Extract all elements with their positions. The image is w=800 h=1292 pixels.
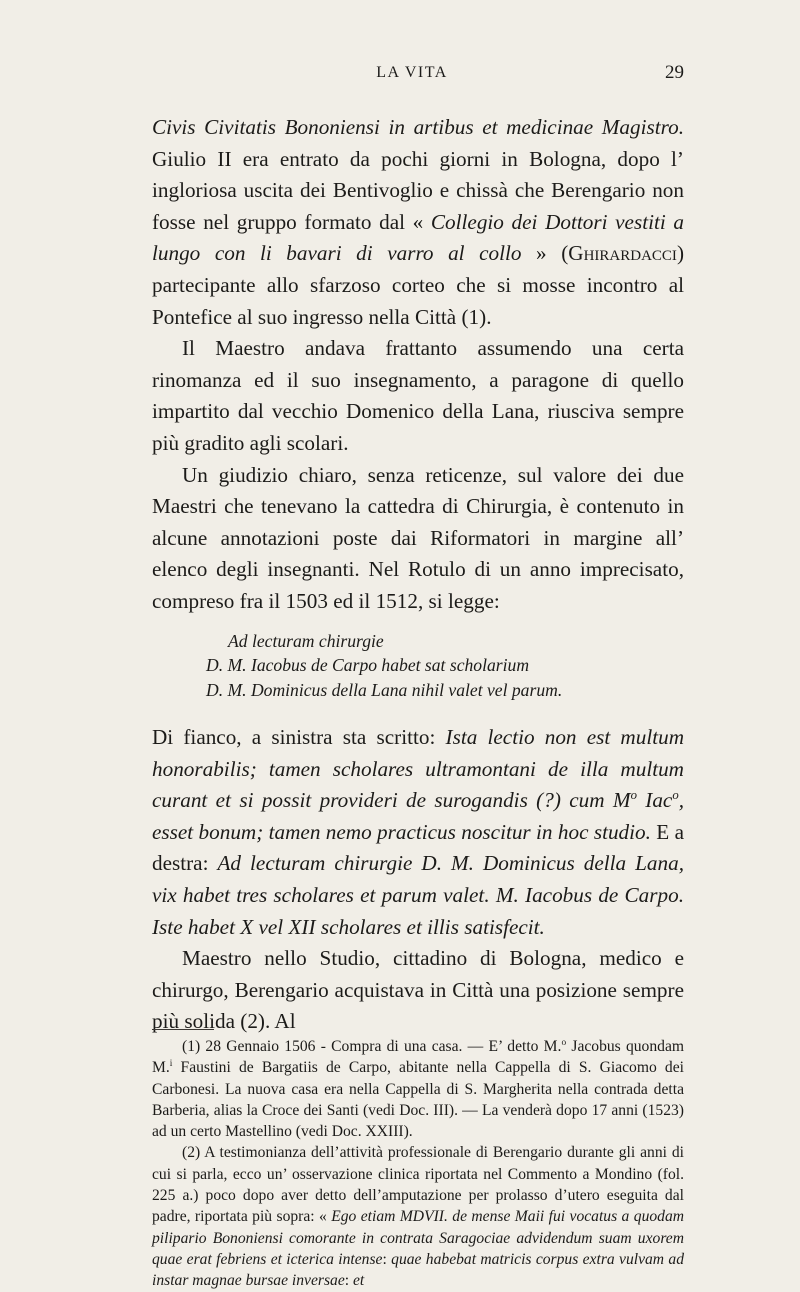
italic-run: , esset bonum; tamen nemo practicus noscitur in hoc studio. (152, 788, 684, 844)
superscript: o (561, 1037, 567, 1048)
text-run: : (344, 1272, 353, 1290)
italic-run: Ad lecturam chirurgie D. M. Dominicus della Lana, vix habet tres scholares et parum valet. M. Iacobus de Carpo. Iste habet X vel XII scholares et illis satisfecit. (152, 851, 684, 939)
superscript: i (169, 1059, 173, 1070)
italic-run: Civis Civitatis Bononiensi in artibus et medicinae Magistro. (152, 115, 684, 139)
quote-line: D. M. Dominicus della Lana nihil valet vel parum. (206, 679, 563, 700)
quote-line: D. M. Iacobus de Carpo habet sat scholarium (206, 655, 530, 675)
italic-run: Ego etiam MDVII. de mense Maii fui vocatus a quodam pilipario Bononiensi comorante in contrata Saragociae advidendum suam uxorem quae erat febriens et icterica intense (152, 1208, 685, 1268)
page-number: 29 (665, 62, 684, 83)
rotulo-quotation (152, 629, 684, 703)
footnote-separator (152, 1029, 214, 1030)
paragraph-4 (152, 722, 684, 943)
text-run: Jacobus quondam M. (152, 1038, 685, 1077)
superscript: o (630, 788, 637, 803)
text-run: E a destra: (152, 819, 684, 876)
footnote-2 (152, 1142, 684, 1291)
italic-run: quae habebat matricis corpus extra vulvam ad instar magnae bursae inversae (152, 1250, 684, 1290)
text-run: Ghirardacci (568, 241, 677, 266)
main-text (152, 112, 684, 1038)
text-run: (2) A testimonianza dell’attività professionale di Berengario durante gli anni di cui si parla, ecco un’ osservazione clinica riportata nel Commento a Mondino (fol. 225 a.) poco dopo aver detto dell’amputazione per prolasso d’utero eseguita dal padre, riportata più sopra: « (152, 1144, 684, 1226)
footnote-1 (152, 1036, 684, 1142)
text-run: Di fianco, a sinistra sta scritto: (152, 725, 446, 749)
text-run: » ( (521, 241, 569, 266)
text-run: ) partecipante allo sfarzoso corteo che si mosse incontro al Pontefice al suo ingresso nella Città (1). (152, 241, 684, 329)
italic-run: et (352, 1272, 365, 1290)
text-run: (1) 28 Gennaio 1506 - Compra di una casa. — E’ detto M. (182, 1038, 562, 1055)
paragraph-2: Il Maestro andava frattanto assumendo una certa rinomanza ed il suo insegnamento, a paragone di quello impartito dal vecchio Domenico della Lana, riusciva sempre più gradito agli scolari. (152, 336, 684, 455)
superscript: o (672, 788, 679, 803)
text-run: Faustini de Bargatiis de Carpo, abitante nella Cappella di S. Giacomo dei Carbonesi. La nuova casa era nella Cappella di S. Margherita nella contrada detta Barberia, alias la Croce dei Santi (vedi Doc. III). — La venderà dopo 17 anni (1523) ad un certo Mastellino (vedi Doc. XXIII). (152, 1059, 684, 1141)
running-title: LA VITA (376, 64, 448, 81)
paragraph-3: Un giudizio chiaro, senza reticenze, sul valore dei due Maestri che tenevano la cattedra di Chirurgia, è contenuto in alcune annotazioni poste dai Riformatori in margine all’ elenco degli insegnanti. Nel Rotulo di un anno imprecisato, compreso fra il 1503 ed il 1512, si legge: (152, 462, 684, 613)
italic-run: Collegio dei Dottori vestiti a lungo con li bavari di varro al collo (152, 209, 684, 266)
quote-line: Ad lecturam chirurgie (228, 630, 384, 651)
text-run: : (382, 1250, 392, 1268)
text-run: Giulio II era entrato da pochi giorni in Bologna, dopo l’ ingloriosa uscita dei Bentivoglio e chissà che Berengario non fosse nel gruppo formato dal « (152, 146, 684, 234)
paragraph-1 (152, 112, 684, 333)
paragraph-5: Maestro nello Studio, cittadino di Bologna, medico e chirurgo, Berengario acquistava in Città una posizione sempre più solida (2). Al (152, 946, 684, 1034)
italic-run: Iac (636, 788, 673, 813)
footnotes (152, 1036, 684, 1292)
italic-run: Ista lectio non est multum honorabilis; tamen scholares ultramontani de illa multum curant et si possit provideri de surogandis (?) cum M (152, 725, 684, 813)
